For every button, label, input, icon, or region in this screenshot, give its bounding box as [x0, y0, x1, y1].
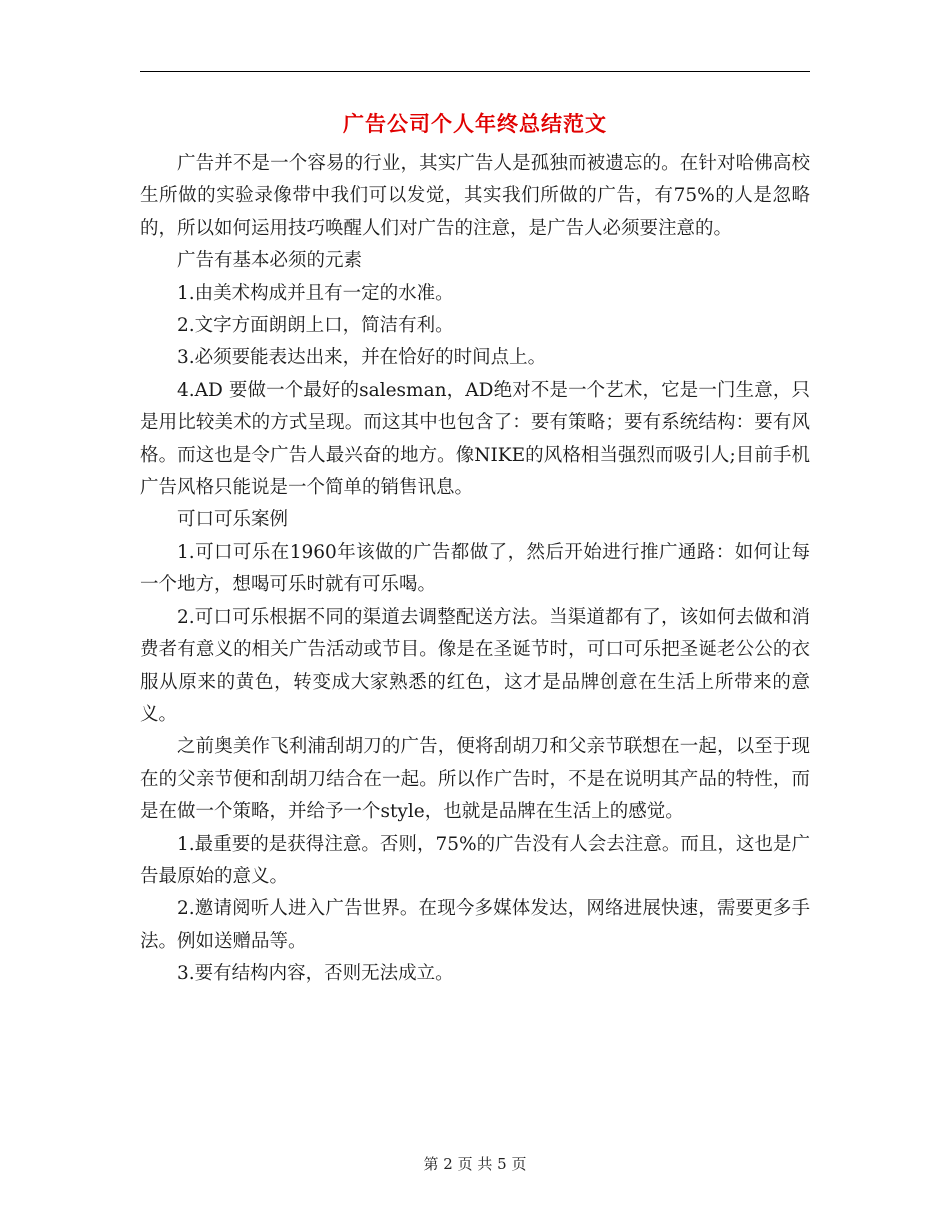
list-item-principle-3: 3.要有结构内容，否则无法成立。 — [177, 963, 454, 985]
paragraph-intro: 广告并不是一个容易的行业，其实广告人是孤独而被遗忘的。在针对哈佛高校生所做的实验录像带中我们可以发觉，其实我们所做的广告，有75%的人是忽略的，所以如何运用技巧唤醒人们对广告的注意，是广告人必须要注意的。 — [140, 153, 810, 239]
paragraph-philips-case: 之前奥美作飞利浦刮胡刀的广告，便将刮胡刀和父亲节联想在一起，以至于现在的父亲节便和刮胡刀结合在一起。所以作广告时，不是在说明其产品的特性，而是在做一个策略，并给予一个style，也就是品牌在生活上的感觉。 — [140, 736, 810, 823]
list-item-element-3: 3.必须要能表达出来，并在恰好的时间点上。 — [177, 347, 547, 369]
document-body — [140, 148, 810, 991]
list-item-coca-cola-2: 2.可口可乐根据不同的渠道去调整配送方法。当渠道都有了，该如何去做和消费者有意义的相关广告活动或节目。像是在圣诞节时，可口可乐把圣诞老公公的衣服从原来的黄色，转变成大家熟悉的红色，这才是品牌创意在生活上所带来的意义。 — [140, 606, 810, 725]
list-item-principle-1: 1.最重要的是获得注意。否则，75%的广告没有人会去注意。而且，这也是广告最原始的意义。 — [140, 833, 810, 887]
list-item-element-1: 1.由美术构成并且有一定的水准。 — [177, 282, 454, 304]
list-item-principle-2: 2.邀请阅听人进入广告世界。在现今多媒体发达，网络进展快速，需要更多手法。例如送赠品等。 — [140, 898, 810, 952]
page-number-footer: 第 2 页 共 5 页 — [423, 1155, 527, 1173]
paragraph-coca-cola-heading: 可口可乐案例 — [177, 509, 289, 531]
list-item-element-2: 2.文字方面朗朗上口，简洁有利。 — [177, 315, 454, 337]
header-rule — [140, 71, 810, 72]
list-item-element-4: 4.AD 要做一个最好的salesman，AD绝对不是一个艺术，它是一门生意，只是用比较美术的方式呈现。而这其中也包含了：要有策略；要有系统结构：要有风格。而这也是令广告人最兴奋的地方。像NIKE的风格相当强烈而吸引人;目前手机广告风格只能说是一个简单的销售讯息。 — [140, 379, 810, 499]
paragraph-elements-heading: 广告有基本必须的元素 — [177, 250, 363, 272]
list-item-coca-cola-1: 1.可口可乐在1960年该做的广告都做了，然后开始进行推广通路：如何让每一个地方，想喝可乐时就有可乐喝。 — [140, 541, 810, 596]
document-title: 广告公司个人年终总结范文 — [343, 111, 607, 136]
